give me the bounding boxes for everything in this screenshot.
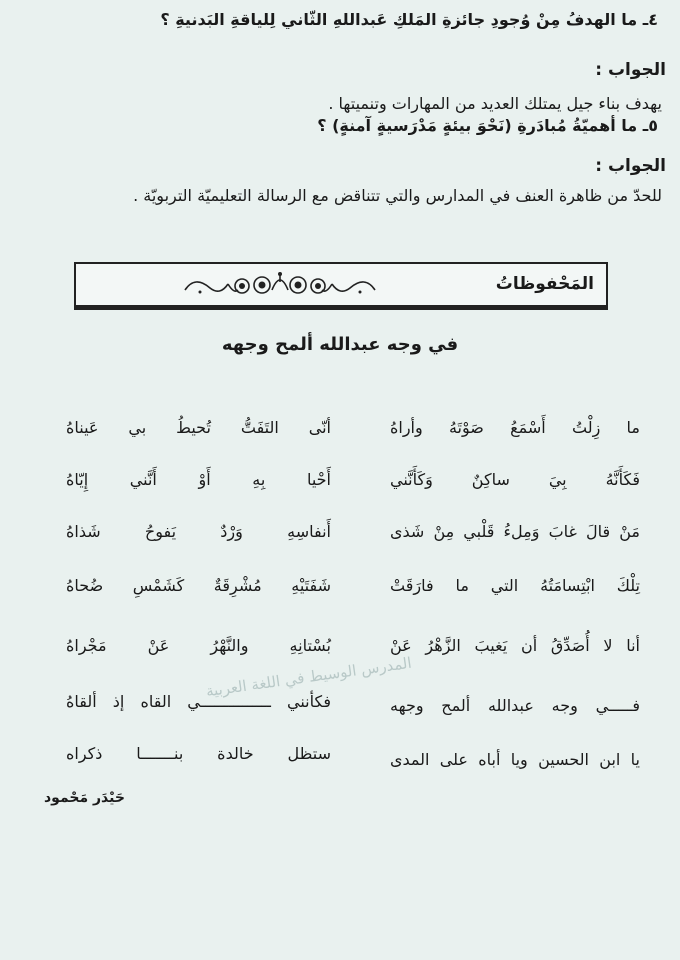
verse-2-first: فَكَأَنَّهُ بِيَ ساكِنٌ وَكَأَنَّني xyxy=(390,470,640,489)
verse-6-second: فكأنني ـــــــــــــــي القاه إذ ألقاهُ xyxy=(66,692,331,711)
verse-1-first: ما زِلْتُ أَسْمَعُ صَوْتَهُ وأراهُ xyxy=(390,418,640,437)
answer-4-text: يهدف بناء جيل يمتلك العديد من المهارات وتنميتها . xyxy=(328,94,662,113)
question-4: ٤ـ ما الهدفُ مِنْ وُجودِ جائزةِ المَلكِ عَبداللهِ الثّاني لِلياقةِ البَدنيةِ ؟ xyxy=(160,10,658,29)
verse-7-first: يا ابن الحسين ويا أباه على المدى xyxy=(390,750,640,769)
verse-3-second: أَنفاسِهِ وَرْدٌ يَفوحُ شَذاهُ xyxy=(66,522,331,541)
section-title: المَحْفوظاتُ xyxy=(495,274,594,294)
answer-5-label: الجواب : xyxy=(595,156,666,176)
poem-title: في وجه عبدالله ألمح وجهه xyxy=(221,334,459,355)
verse-6-first: فـــــي وجه عبدالله ألمح وجهه xyxy=(390,696,640,715)
section-header-box xyxy=(74,262,608,310)
verse-3-first: مَنْ قالَ غابَ وَمِلءُ قَلْبي مِنْ شَذى xyxy=(390,522,640,541)
verse-5-first: أنا لا أُصَدِّقُ أن يَغيبَ الزَّهْرُ عَنْ xyxy=(390,636,640,655)
watermark: المدرس الوسيط في اللغة العربية xyxy=(204,653,413,701)
answer-4-label: الجواب : xyxy=(595,60,666,80)
verse-7-second: ستظل خالدة بنـــــــا ذكراه xyxy=(66,744,331,763)
answer-5-text: للحدّ من ظاهرة العنف في المدارس والتي تتناقض مع الرسالة التعليميّة التربويّة . xyxy=(133,186,662,205)
verse-1-second: أنّى التَفَتُّ تُحيطُ بي عَيناهُ xyxy=(66,418,331,437)
question-5: ٥ـ ما أهميّةُ مُبادَرةِ (نَحْوَ بيئةٍ مَدْرَسيةٍ آمنةٍ) ؟ xyxy=(317,116,658,135)
poet-name: حَيْدَر مَحْمود xyxy=(44,790,125,806)
verse-4-second: شَفَتَيْهِ مُشْرِقَةٌ كَشَمْسِ ضُحاهُ xyxy=(66,576,331,595)
verse-5-second: بُسْتانِهِ والنَّهْرُ عَنْ مَجْراهُ xyxy=(66,636,331,655)
verse-4-first: تِلْكَ ابْتِسامَتُهُ التي ما فارَقَتْ xyxy=(390,576,640,595)
ornament-icon xyxy=(180,270,380,300)
verse-2-second: أَحْيا بِهِ أَوْ أَنَّني إِيّاهُ xyxy=(66,470,331,489)
